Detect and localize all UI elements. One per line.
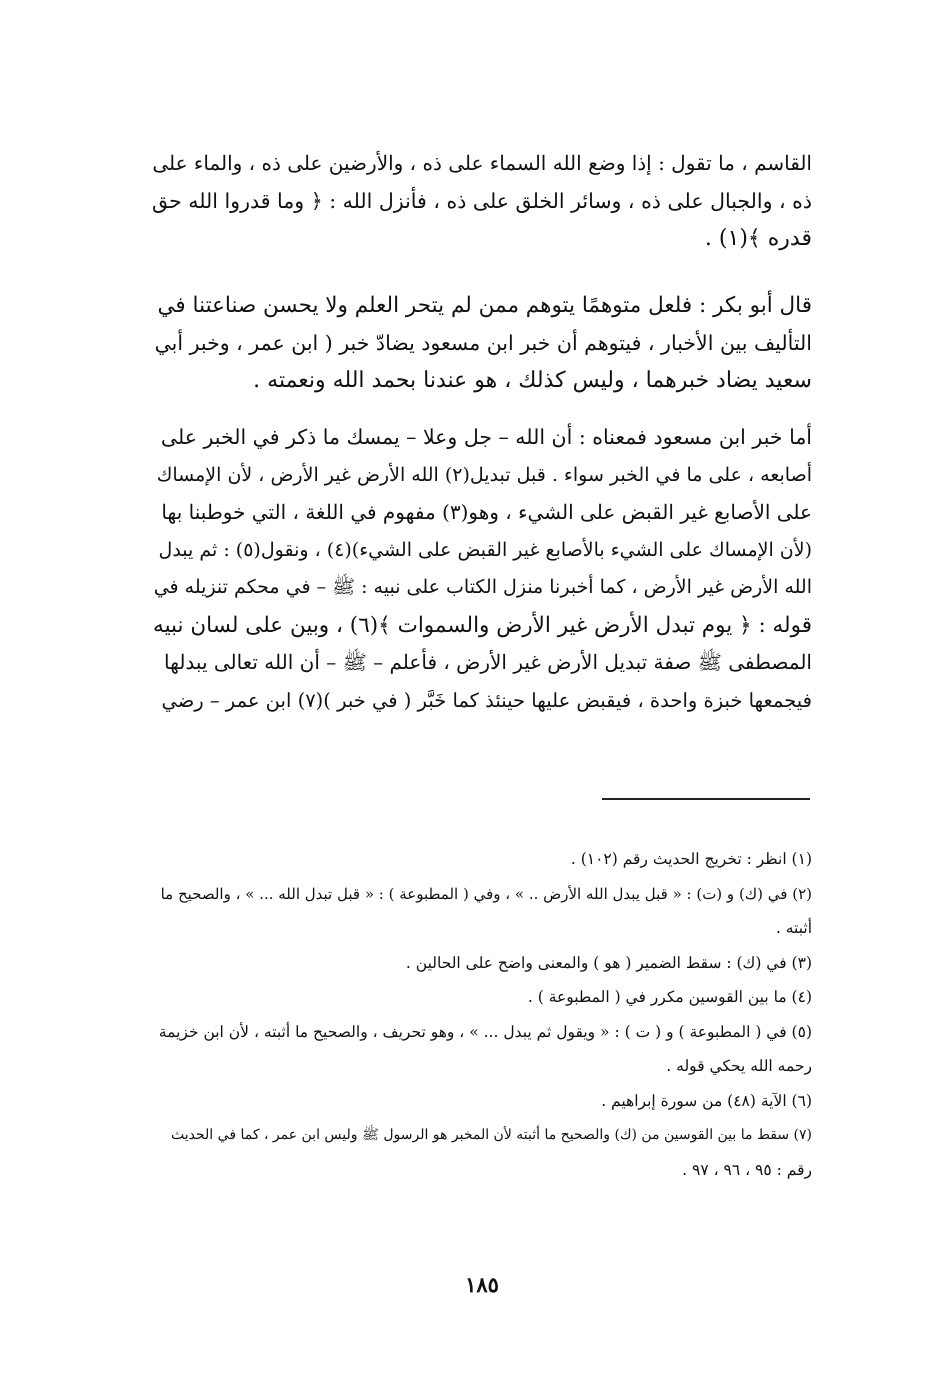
text-line: ذه ، والجبال على ذه ، وسائر الخلق على ذه ، فأنزل الله : ﴿ وما قدروا الله حق: [151, 188, 812, 213]
text-line: فيجمعها خبزة واحدة ، فيقبض عليها حينئذ كما خَبَّر ( في خبر )(٧) ابن عمر – رضي: [161, 688, 812, 712]
text-line: سعيد يضاد خبرهما ، وليس كذلك ، هو عندنا بحمد الله ونعمته .: [253, 368, 812, 393]
footnote-line: (٧) سقط ما بين القوسين من (ك) والصحيح ما أثبته لأن المخبر هو الرسول ﷺ وليس ابن عمر ، كما في الحديث: [171, 1127, 812, 1143]
text-line: الله الأرض غير الأرض ، كما أخبرنا منزل الكتاب على نبيه : ﷺ – في محكم تنزيله في: [153, 576, 812, 598]
page-number: ١٨٥: [465, 1272, 499, 1297]
footnote-line: رحمه الله يحكي قوله .: [666, 1057, 812, 1075]
footnotes: [152, 842, 812, 1187]
text-line: على الأصابع غير القبض على الشيء ، وهو(٣) مفهوم في اللغة ، التي خوطبنا بها: [161, 500, 812, 524]
footnote-line: (٢) في (ك) و (ت) : « قبل يبدل الله الأرض .. » ، وفي ( المطبوعة ) : « قبل تبدل الله ... » ، والصحيح ما: [160, 884, 812, 903]
paragraph-3: [152, 419, 812, 719]
footnote-line: (٣) في (ك) : سقط الضمير ( هو ) والمعنى واضح على الحالين .: [405, 953, 812, 972]
footnote-line: (٦) الآية (٤٨) من سورة إبراهيم .: [601, 1091, 812, 1110]
footnote-line: (١) انظر : تخريج الحديث رقم (١٠٢) .: [570, 850, 812, 868]
text-line: قوله : ﴿ يوم تبدل الأرض غير الأرض والسموات ﴾(٦) ، وبين على لسان نبيه: [153, 612, 812, 638]
paragraph-1: [152, 145, 812, 258]
text-line: قدره ﴾(١) .: [704, 226, 812, 251]
text-line: التأليف بين الأخبار ، فيتوهم أن خبر ابن مسعود يضادّ خبر ( ابن عمر ، وخبر أبي: [154, 330, 812, 355]
text-line: أصابعه ، على ما في الخبر سواء . قبل تبديل(٢) الله الأرض غير الأرض ، لأن الإمساك: [156, 463, 812, 486]
footnote-line: رقم : ٩٥ ، ٩٦ ، ٩٧ .: [682, 1160, 812, 1179]
text-line: القاسم ، ما تقول : إذا وضع الله السماء على ذه ، والأرضين على ذه ، والماء على: [152, 151, 812, 175]
footnote-separator: [602, 798, 810, 800]
text-line: (لأن الإمساك على الشيء بالأصابع غير القبض على الشيء)(٤) ، ونقول(٥) : ثم يبدل: [158, 538, 812, 561]
text-line: أما خبر ابن مسعود فمعناه : أن الله – جل وعلا – يمسك ما ذكر في الخبر على: [160, 425, 812, 449]
footnote-line: (٤) ما بين القوسين مكرر في ( المطبوعة ) .: [527, 988, 812, 1006]
footnote-line: (٥) في ( المطبوعة ) و ( ت ) : « ويقول ثم يبدل ... » ، وهو تحريف ، والصحيح ما أثبته ، لأن ابن خزيمة: [158, 1022, 812, 1041]
footnote-line: أثبته .: [775, 919, 812, 937]
paragraph-2: [152, 287, 812, 400]
text-line: المصطفى ﷺ صفة تبديل الأرض غير الأرض ، فأعلم – ﷺ – أن الله تعالى يبدلها: [164, 650, 812, 674]
text-line: قال أبو بكر : فلعل متوهمًا يتوهم ممن لم يتحر العلم ولا يحسن صناعتنا في: [157, 293, 812, 318]
